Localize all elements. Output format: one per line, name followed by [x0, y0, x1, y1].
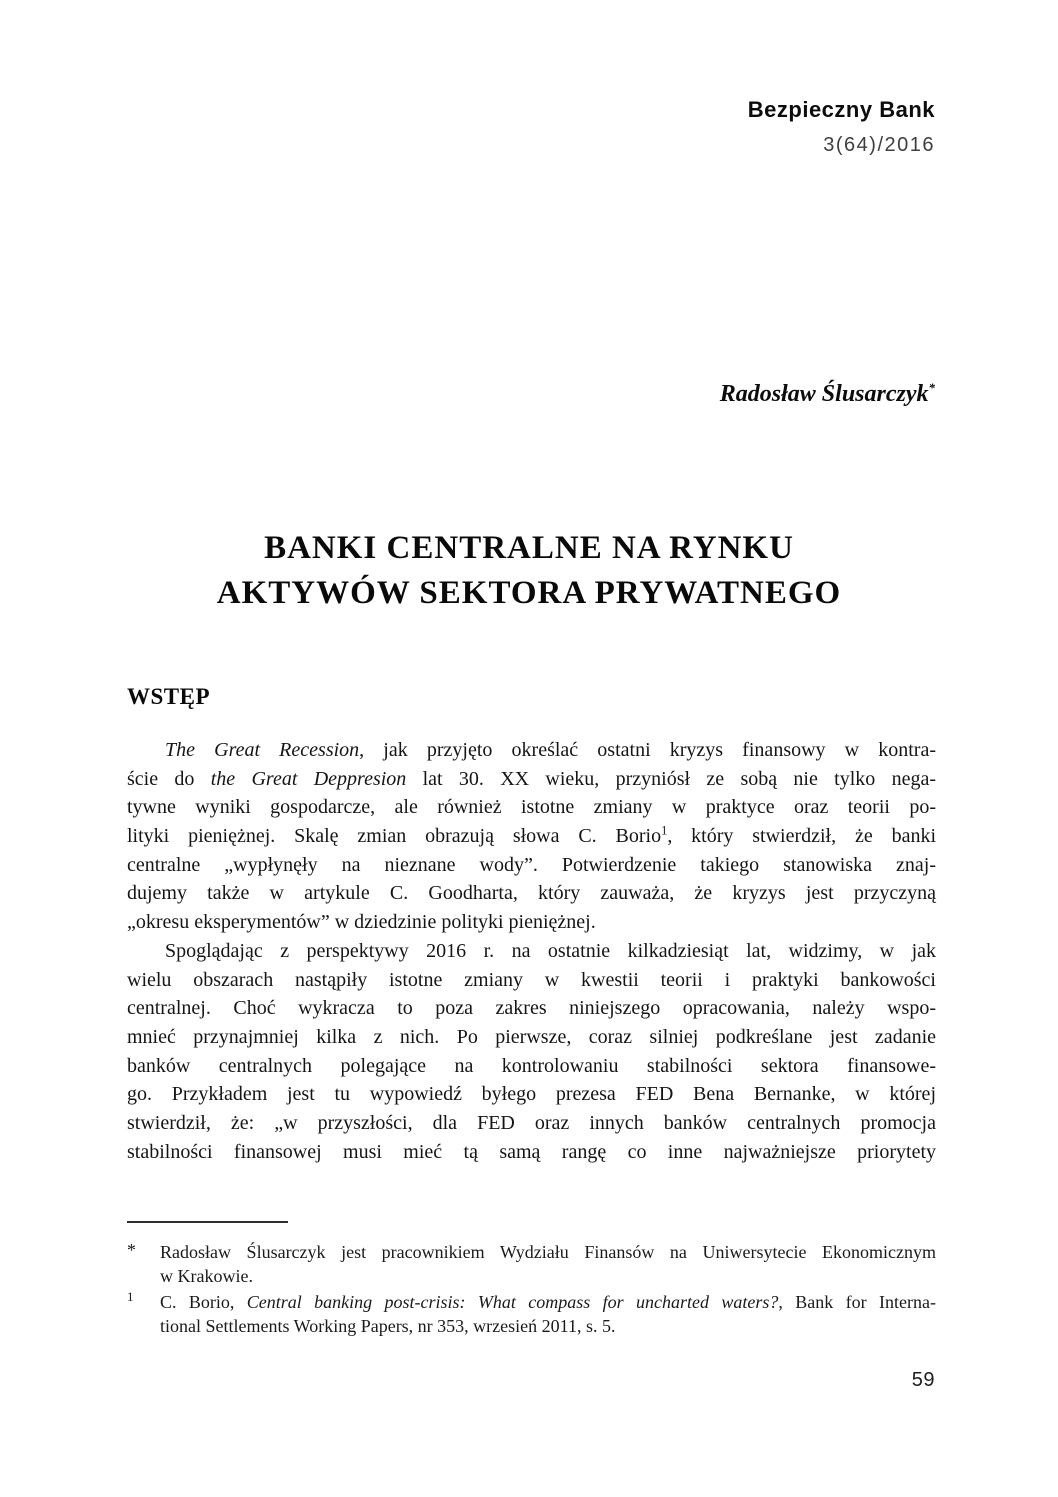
footnote-block — [127, 1221, 936, 1338]
text-segment: stabilności finansowej musi mieć tą samą rangę co inne najważniejsze priorytety — [127, 1140, 936, 1163]
journal-header — [748, 97, 935, 157]
text-line — [127, 937, 936, 966]
text-segment: banków centralnych polegające na kontrolowaniu stabilności sektora finansowe- — [127, 1054, 936, 1077]
footnote-text — [160, 1290, 936, 1338]
footnote-ref: 1 — [661, 823, 668, 838]
text-segment: w Krakowie. — [160, 1266, 253, 1286]
footnote — [127, 1290, 936, 1338]
text-segment: , jak przyjęto określać ostatni kryzys finansowy w kontra- — [359, 739, 937, 761]
text-line — [127, 1052, 936, 1081]
text-segment: The Great Recession — [165, 739, 360, 761]
text-segment: , który stwierdził, że banki — [667, 825, 937, 848]
text-line — [160, 1264, 936, 1288]
text-segment: dujemy także w artykule C. Goodharta, który zauważa, że kryzys jest przyczyną — [127, 882, 936, 905]
author-footnote-mark: * — [928, 380, 935, 395]
text-segment: lat 30. XX wieku, przyniósł ze sobą nie tylko nega- — [406, 767, 937, 790]
article-title-line2: AKTYWÓW SEKTORA PRYWATNEGO — [216, 575, 842, 611]
text-line — [127, 994, 936, 1023]
article-title — [0, 526, 1058, 616]
author-line — [720, 381, 935, 408]
text-segment: lityki pieniężnej. Skalę zmian obrazują słowa C. Borio — [127, 825, 662, 848]
text-segment: stwierdził, że: „w przyszłości, dla FED oraz innych banków centralnych promocja — [127, 1111, 936, 1134]
footnotes-list — [127, 1240, 936, 1338]
text-segment: ście do — [127, 767, 211, 790]
footnote-marker: 1 — [127, 1289, 134, 1304]
text-line — [127, 851, 936, 880]
text-segment: , Bank for Interna- — [778, 1292, 936, 1312]
text-line — [160, 1314, 936, 1338]
section-heading-wstep: WSTĘP — [127, 684, 211, 709]
text-line — [127, 765, 936, 794]
text-segment: Radosław Ślusarczyk jest pracownikiem Wydziału Finansów na Uniwersytecie Ekonomicznym — [160, 1242, 936, 1262]
text-segment: the Great Deppresion — [210, 767, 407, 790]
footnote-marker: * — [127, 1240, 136, 1260]
text-line — [127, 908, 936, 937]
text-line — [127, 879, 936, 908]
text-line — [127, 1023, 936, 1052]
text-line — [127, 1138, 936, 1167]
text-line — [160, 1240, 936, 1264]
text-line — [127, 736, 936, 765]
text-line — [160, 1290, 936, 1314]
text-segment: Central banking post-crisis: What compass for uncharted waters? — [246, 1292, 779, 1312]
text-line — [127, 1109, 936, 1138]
footnote-rule — [127, 1221, 288, 1223]
text-segment: wielu obszarach nastąpiły istotne zmiany w kwestii teorii i praktyki bankowości — [127, 968, 936, 991]
text-segment: mnieć przynajmniej kilka z nich. Po pierwsze, coraz silniej podkreślane jest zadanie — [127, 1025, 936, 1048]
text-line — [127, 1080, 936, 1109]
text-segment: C. Borio, — [160, 1292, 247, 1312]
footnote-text — [160, 1240, 936, 1288]
journal-name: Bezpieczny Bank — [747, 97, 935, 122]
text-line — [127, 966, 936, 995]
author-name: Radosław Ślusarczyk — [719, 381, 929, 407]
text-segment: tywne wyniki gospodarcze, ale również istotne zmiany w praktyce oraz teorii po- — [127, 796, 936, 819]
text-segment: tional Settlements Working Papers, nr 353, wrzesień 2011, s. 5. — [160, 1316, 616, 1336]
text-line — [127, 822, 936, 851]
article-body — [127, 736, 936, 1166]
text-line — [127, 793, 936, 822]
text-segment: centralnej. Choć wykracza to poza zakres niniejszego opracowania, należy wspo- — [127, 997, 936, 1020]
text-segment: Spoglądając z perspektywy 2016 r. na ostatnie kilkadziesiąt lat, widzimy, w jak — [165, 939, 936, 962]
article-title-line1: BANKI CENTRALNE NA RYNKU — [264, 530, 794, 566]
text-segment: go. Przykładem jest tu wypowiedź byłego prezesa FED Bena Bernanke, w której — [127, 1083, 936, 1106]
text-segment: „okresu eksperymentów” w dziedzinie polityki pieniężnej. — [127, 911, 596, 934]
page-number: 59 — [911, 1369, 935, 1391]
text-segment: centralne „wypłynęły na nieznane wody”. Potwierdzenie takiego stanowiska znaj- — [127, 853, 936, 876]
footnote — [127, 1240, 936, 1288]
journal-issue: 3(64)/2016 — [823, 134, 935, 156]
